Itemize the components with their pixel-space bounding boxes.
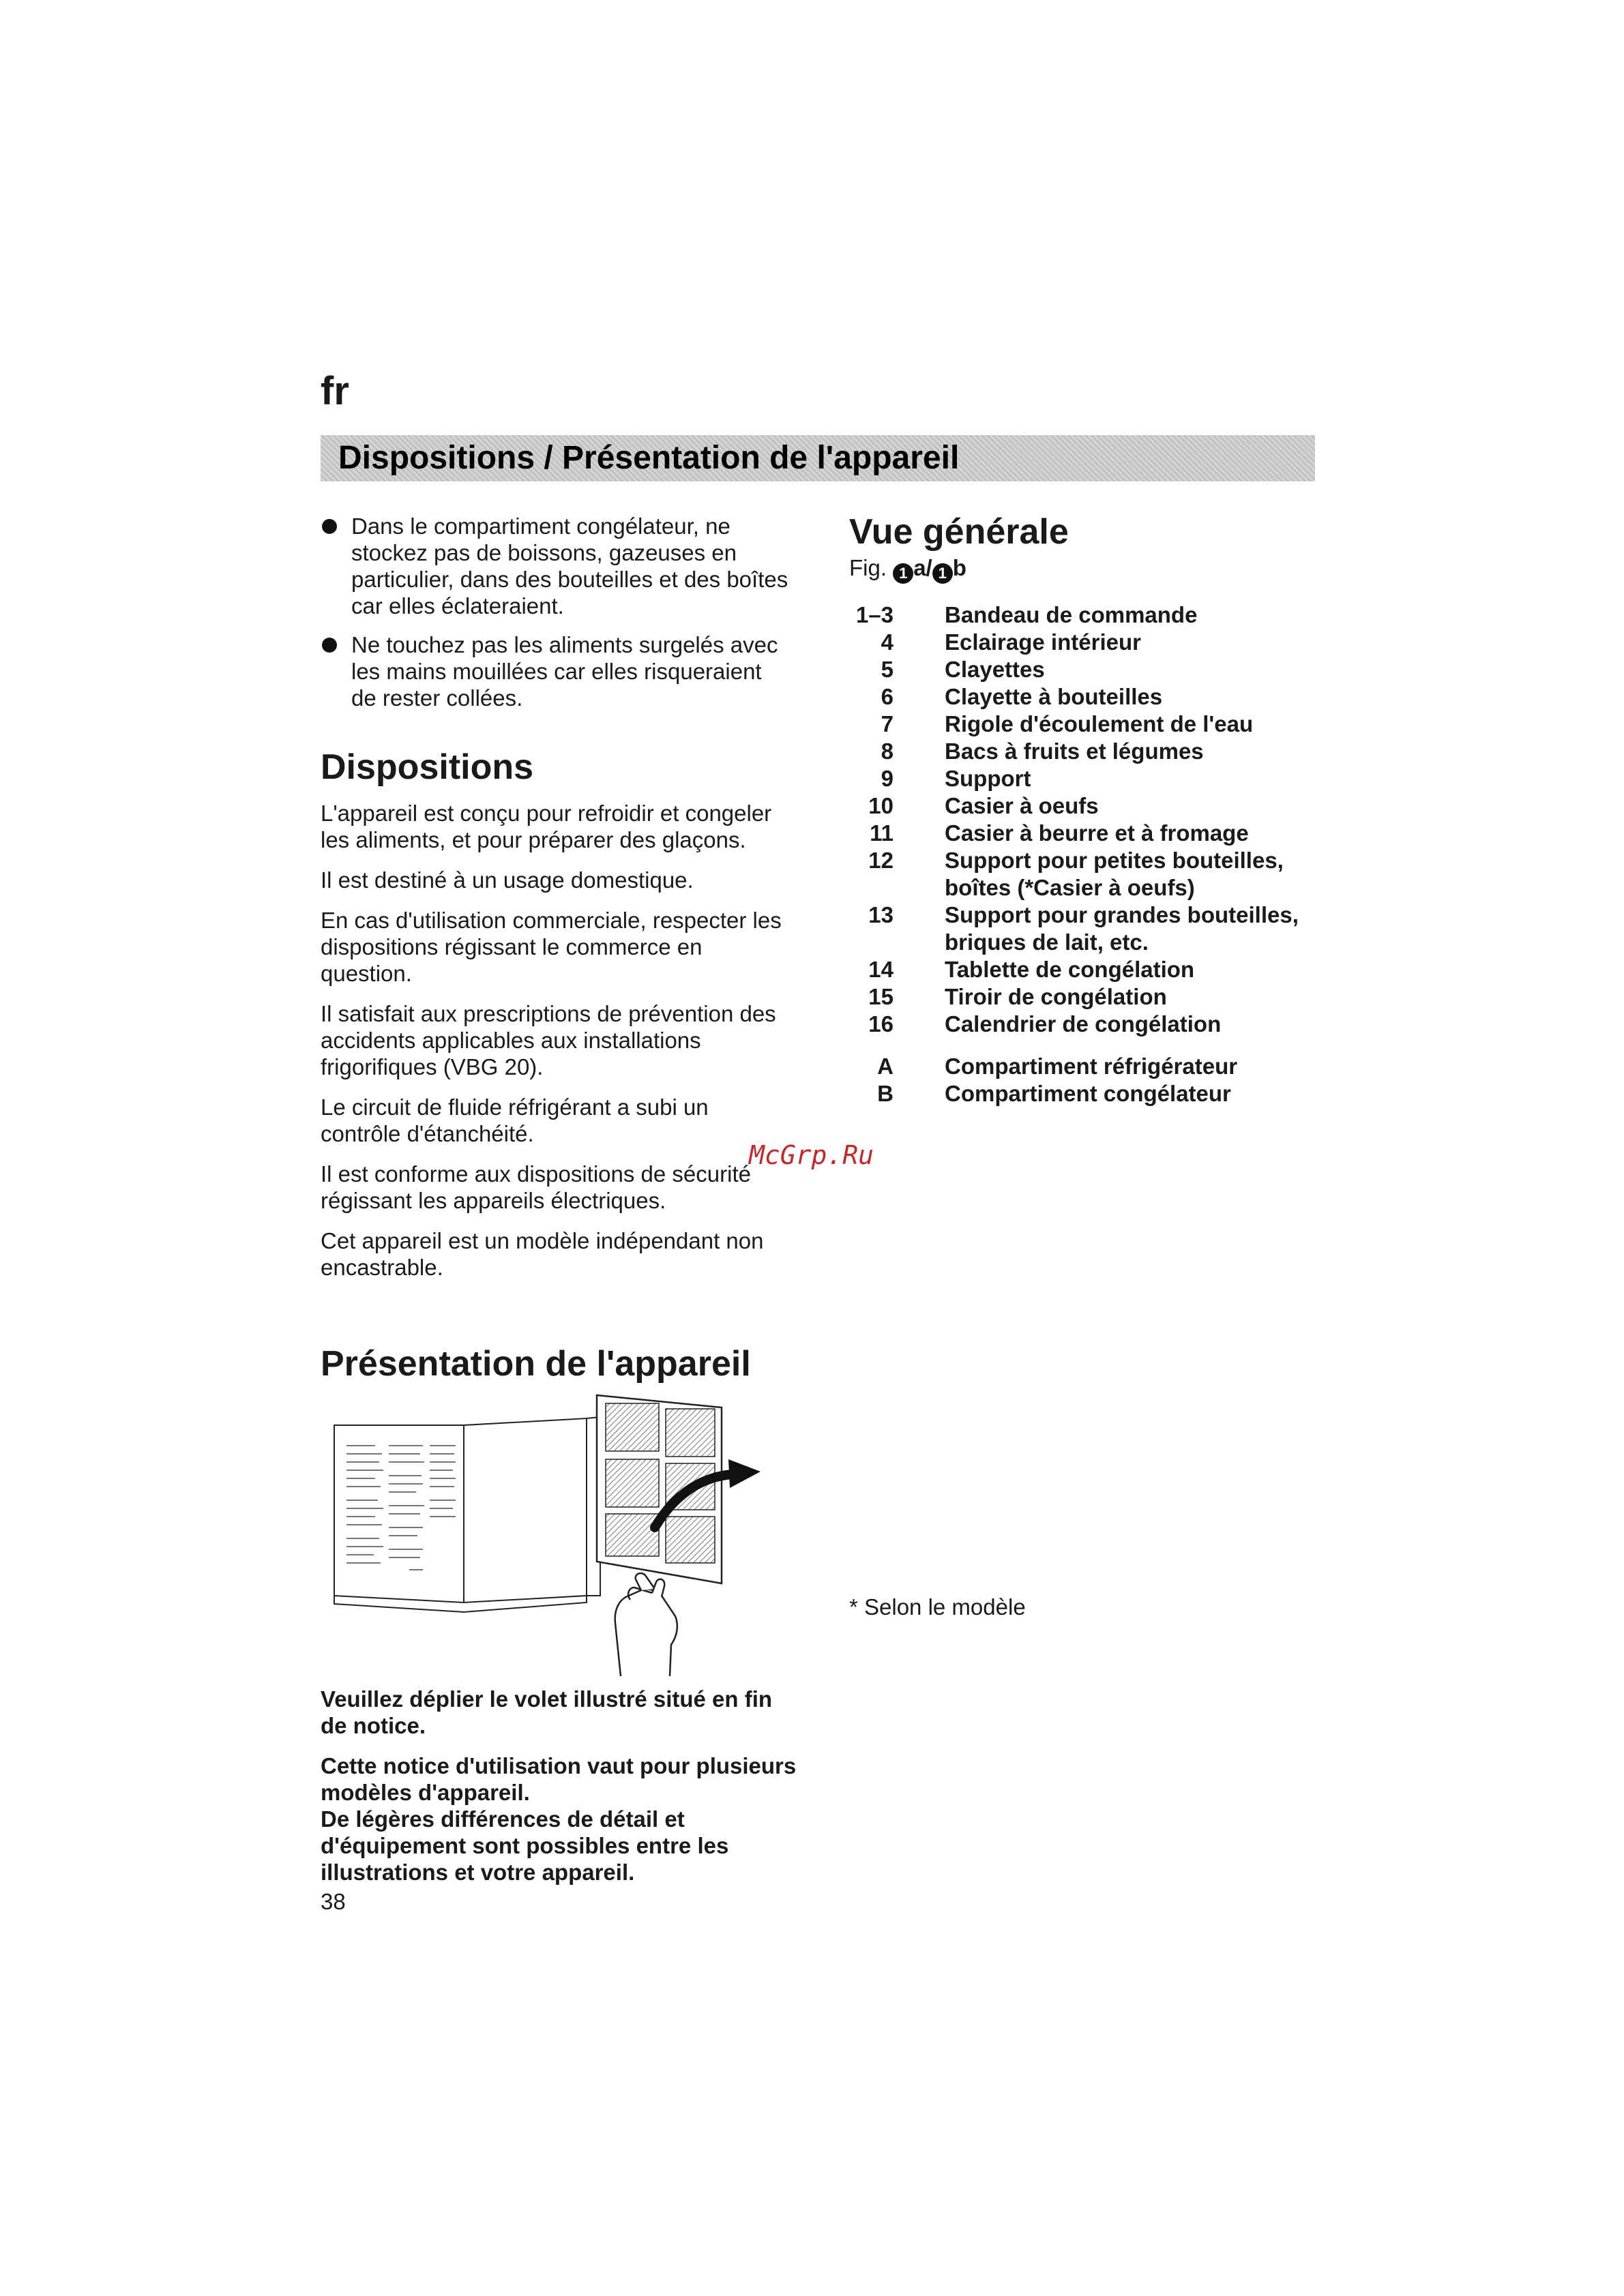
fig-a: a/ (913, 555, 932, 580)
list-item: 15 Tiroir de congélation (868, 984, 1167, 1009)
warning-item (321, 631, 791, 711)
warnings-list (321, 513, 791, 711)
figure-reference (849, 555, 1327, 584)
presentation-text (321, 1686, 798, 1885)
model-note: * Selon le modèle (849, 1594, 1026, 1620)
models-note: Cette notice d'utilisation vaut pour plusieurs modèles d'appareil. (321, 1753, 797, 1805)
list-item: 13 Support pour grandes bouteilles, briques de lait, etc. (868, 902, 1299, 955)
paragraph: Le circuit de fluide réfrigérant a subi un contrôle d'étanchéité. (321, 1094, 709, 1146)
presentation-heading: Présentation de l'appareil (321, 1344, 751, 1384)
warning-item (321, 513, 791, 619)
paragraph: En cas d'utilisation commerciale, respecter les dispositions régissant le commerce en question. (321, 908, 782, 986)
list-item: 10 Casier à oeufs (868, 793, 1099, 818)
list-item: 7 Rigole d'écoulement de l'eau (881, 711, 1254, 736)
list-item: 11 Casier à beurre et à fromage (870, 820, 1249, 846)
bullet-icon (322, 638, 337, 653)
bullet-icon (322, 519, 337, 534)
presentation-section (321, 1343, 791, 1384)
warning-text: Dans le compartiment congélateur, ne stockez pas de boissons, gazeuses en particulier, dans des bouteilles et des boîtes car elles éclateraient. (351, 513, 788, 618)
figure-number-badge: 1 (932, 563, 953, 584)
figure-number-badge: 1 (893, 563, 913, 584)
language-code: fr (321, 369, 349, 413)
foldout-illustration (321, 1391, 784, 1678)
dispositions-section (321, 747, 791, 1281)
vue-generale-section (849, 511, 1327, 584)
banner-title: Dispositions / Présentation de l'appareil (338, 440, 960, 476)
list-item: 14 Tablette de congélation (868, 957, 1195, 982)
paragraph: Il est conforme aux dispositions de sécurité régissant les appareils électriques. (321, 1161, 751, 1213)
dispositions-heading: Dispositions (321, 747, 534, 787)
paragraph: Il satisfait aux prescriptions de prévention des accidents applicables aux installations frigorifiques (VBG 20). (321, 1001, 776, 1079)
section-banner (321, 435, 1315, 481)
parts-list (849, 601, 1340, 1107)
list-item: B Compartiment congélateur (877, 1081, 1231, 1106)
list-item: 8 Bacs à fruits et légumes (881, 739, 1204, 764)
differences-note: De légères différences de détail et d'équipement sont possibles entre les illustrations et votre appareil. (321, 1806, 729, 1885)
list-item: 16 Calendrier de congélation (868, 1011, 1222, 1037)
list-item: 12 Support pour petites bouteilles, boîtes (*Casier à oeufs) (868, 848, 1284, 900)
list-item: 6 Clayette à bouteilles (881, 684, 1163, 709)
unfold-instruction: Veuillez déplier le volet illustré situé en fin de notice. (321, 1686, 773, 1738)
list-item: 5 Clayettes (881, 657, 1045, 682)
list-item: 4 Eclairage intérieur (881, 629, 1141, 655)
hand-icon (615, 1573, 677, 1676)
fig-b: b (952, 555, 966, 580)
vue-generale-heading: Vue générale (849, 512, 1069, 552)
paragraph: Cet appareil est un modèle indépendant non encastrable. (321, 1228, 764, 1280)
list-item: 9 Support (881, 766, 1031, 791)
paragraph: L'appareil est conçu pour refroidir et congeler les aliments, et pour préparer des glaçons. (321, 801, 772, 852)
watermark: McGrp.Ru (749, 1140, 874, 1170)
list-item: A Compartiment réfrigérateur (877, 1054, 1238, 1079)
paragraph: Il est destiné à un usage domestique. (321, 867, 694, 893)
fig-prefix: Fig. (849, 555, 887, 580)
list-item: 1–3 Bandeau de commande (855, 602, 1198, 627)
warning-text: Ne touchez pas les aliments surgelés avec les mains mouillées car elles risqueraient de rester collées. (351, 632, 778, 711)
page-number: 38 (321, 1889, 346, 1914)
